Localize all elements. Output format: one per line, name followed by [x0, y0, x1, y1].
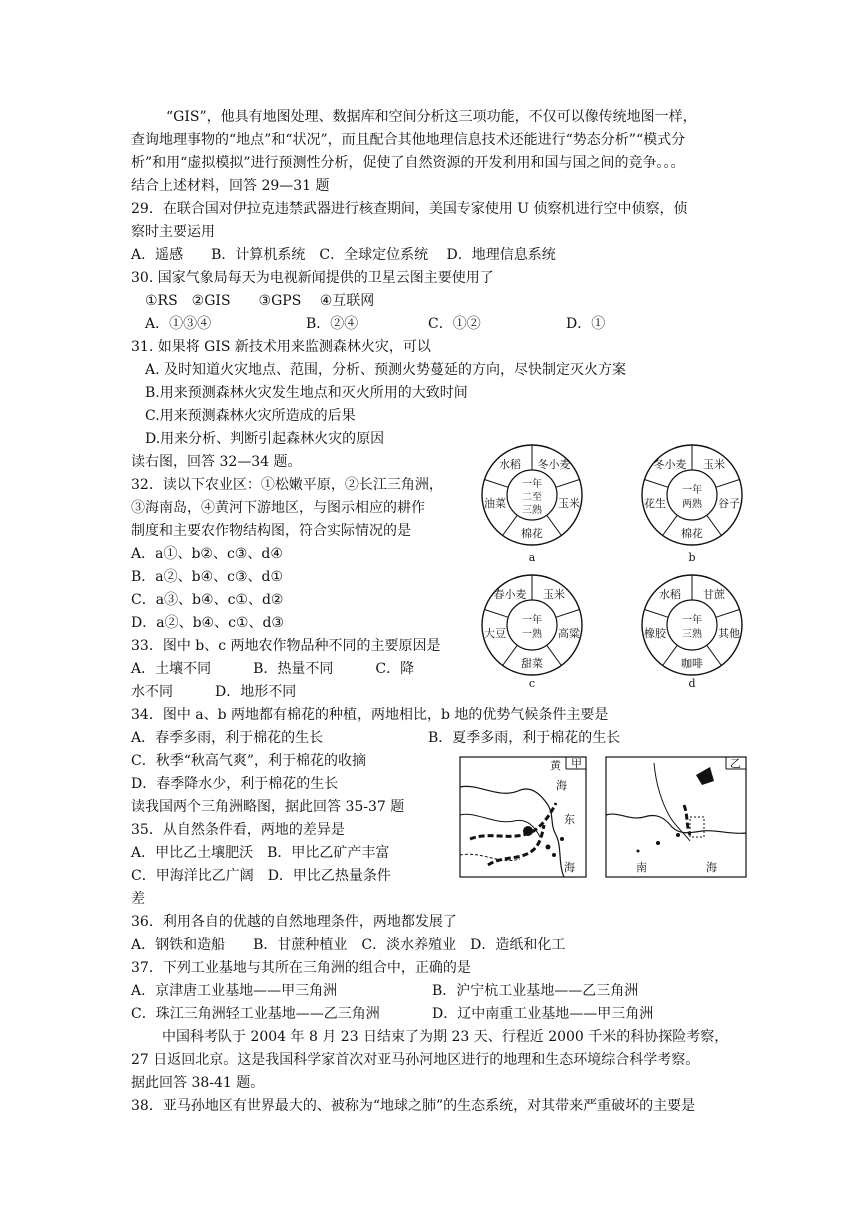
- q34-option-d: D．春季降水少，利于棉花的生长: [131, 776, 339, 792]
- intro-line-3: 析”和用“虚拟模拟”进行预测性分析，促使了自然资源的开发利用和国与国之间的竞争。。。: [131, 155, 685, 171]
- q32-option-a: A．a①、b②、c③、d④: [131, 546, 283, 562]
- q29-stem-2: 察时主要运用: [131, 224, 215, 240]
- q32-option-b: B．a②、b④、c③、d①: [131, 569, 284, 585]
- map-yi-nan: 南: [636, 861, 647, 874]
- wheel-a-center-2: 二至: [522, 492, 542, 503]
- wheel-d-label: d: [688, 677, 696, 690]
- q30-stem: 30. 国家气象局每天为电视新闻提供的卫星云图主要使用了: [131, 270, 494, 286]
- q33-stem: 33．图中 b、c 两地农作物品种不同的主要原因是: [131, 638, 441, 654]
- q35-option-cd: C．甲海洋比乙广阔 D．甲比乙热量条件: [131, 868, 391, 884]
- map-jia-hai-2: 海: [564, 861, 575, 874]
- q34-option-a: A．春季多雨，利于棉花的生长: [131, 730, 324, 746]
- q30-option-c: C．①②: [428, 316, 481, 332]
- para2-line-3: 据此回答 38-41 题。: [131, 1075, 265, 1091]
- wheel-a-center-1: 一年: [522, 479, 542, 490]
- wheel-a-label: a: [528, 551, 536, 564]
- map-yi: [606, 757, 746, 877]
- q32-option-c: C．a③、b④、c①、d②: [131, 592, 284, 608]
- map-yi-label: 乙: [730, 757, 741, 770]
- wheel-c: [482, 575, 582, 690]
- wheel-d-center-2: 三熟: [682, 629, 702, 640]
- q32-stem-1: 32．读以下农业区：①松嫩平原，②长江三角洲，: [131, 477, 443, 493]
- wheel-b-left: 花生: [644, 497, 666, 510]
- read-instruction-2: 读我国两个三角洲略图，据此回答 35-37 题: [131, 799, 405, 815]
- wheel-d-left: 橡胶: [644, 627, 666, 640]
- q37-option-b: B．沪宁杭工业基地——乙三角洲: [432, 983, 639, 999]
- wheel-a-left: 油菜: [484, 497, 506, 510]
- q37-option-c: C．珠江三角洲轻工业基地——乙三角洲: [131, 1006, 380, 1022]
- wheel-c-left: 大豆: [484, 627, 506, 640]
- q31-stem: 31. 如果将 GIS 新技术用来监测森林火灾，可以: [131, 339, 431, 355]
- q29-stem-1: 29．在联合国对伊拉克违禁武器进行核查期间，美国专家使用 U 侦察机进行空中侦察，侦: [131, 201, 688, 217]
- q35-option-ab: A．甲比乙土壤肥沃 B．甲比乙矿产丰富: [131, 845, 390, 861]
- q34-stem: 34．图中 a、b 两地都有棉花的种植，两地相比，b 地的优势气候条件主要是: [131, 707, 609, 723]
- map-jia-label: 甲: [571, 757, 582, 770]
- wheel-c-center-1: 一年: [522, 615, 542, 626]
- intro-line-2: 查询地理事物的“地点”和“状况”，而且配合其他地理信息技术还能进行“势态分析”“模式分: [131, 132, 686, 148]
- wheel-d: [642, 575, 742, 690]
- map-jia-hai: 海: [556, 779, 567, 792]
- q37-stem: 37．下列工业基地与其所在三角洲的组合中，正确的是: [131, 960, 471, 976]
- q37-option-a: A．京津唐工业基地——甲三角洲: [131, 983, 338, 999]
- delta-maps-figure: [458, 755, 748, 885]
- wheel-a-top-left: 水稻: [499, 458, 521, 471]
- q33-options-1: A．土壤不同 B．热量不同 C．降: [131, 661, 415, 677]
- wheel-b-top-right: 玉米: [703, 458, 725, 471]
- wheel-a-center-3: 三熟: [522, 505, 542, 516]
- crop-wheel-figure: [470, 440, 750, 690]
- wheel-c-top-right: 玉米: [543, 588, 565, 601]
- q30-option-b: B．②④: [306, 316, 359, 332]
- q34-option-b: B．夏季多雨，利于棉花的生长: [428, 730, 621, 746]
- map-jia: [460, 757, 586, 877]
- wheel-b-label: b: [688, 551, 696, 564]
- q37-option-d: D．辽中南重工业基地——甲三角洲: [432, 1006, 654, 1022]
- wheel-c-label: c: [528, 677, 536, 690]
- q36-stem: 36．利用各自的优越的自然地理条件，两地都发展了: [131, 914, 457, 930]
- map-yi-hai: 海: [706, 861, 717, 874]
- wheel-d-top-right: 甘蔗: [703, 588, 725, 601]
- map-jia-dong: 东: [564, 813, 575, 826]
- q38-stem: 38．亚马孙地区有世界最大的、被称为“地球之肺”的生态系统，对其带来严重破坏的主要是: [131, 1098, 696, 1114]
- q32-stem-2: ③海南岛，④黄河下游地区，与图示相应的耕作: [131, 500, 425, 516]
- q35-stem: 35．从自然条件看，两地的差异是: [131, 822, 345, 838]
- q31-option-b: B.用来预测森林火灾发生地点和灭火所用的大致时间: [145, 385, 468, 401]
- wheel-d-center-1: 一年: [682, 615, 702, 626]
- wheel-c-bottom: 甜菜: [521, 657, 543, 670]
- para2-line-1: 中国科考队于 2004 年 8 月 23 日结束了为期 23 天、行程近 2000 千米的科协探险考察，: [162, 1029, 729, 1045]
- wheel-b-bottom: 棉花: [681, 527, 703, 540]
- q33-options-2: 水不同 D．地形不同: [131, 684, 297, 700]
- wheel-a-bottom: 棉花: [521, 527, 543, 540]
- wheel-c-top-left: 春小麦: [493, 588, 527, 601]
- wheel-b-center-2: 两熟: [682, 499, 702, 510]
- q30-option-a: A．①③④: [145, 316, 212, 332]
- read-instruction-1: 读右图，回答 32—34 题。: [131, 454, 302, 470]
- wheel-d-top-left: 水稻: [659, 588, 681, 601]
- wheel-d-right: 其他: [718, 627, 740, 640]
- wheel-b-top-left: 冬小麦: [653, 458, 687, 471]
- q29-options: A．遥感 B．计算机系统 C．全球定位系统 D．地理信息系统: [131, 247, 556, 263]
- q36-options: A．钢铁和造船 B．甘蔗种植业 C．淡水养殖业 D．造纸和化工: [131, 937, 566, 953]
- wheel-c-center-2: 一熟: [522, 629, 542, 640]
- q31-option-c: C.用来预测森林火灾所造成的后果: [145, 408, 356, 424]
- wheel-b-center-1: 一年: [682, 485, 702, 496]
- wheel-b-right: 谷子: [718, 497, 740, 510]
- q35-option-cd-2: 差: [131, 891, 145, 907]
- para2-line-2: 27 日返回北京。这是我国科学家首次对亚马孙河地区进行的地理和生态环境综合科学考察。: [131, 1052, 700, 1068]
- q34-option-c: C．秋季“秋高气爽”，利于棉花的收摘: [131, 753, 367, 769]
- wheel-d-bottom: 咖啡: [681, 657, 703, 670]
- q30-items: ①RS ②GIS ③GPS ④互联网: [145, 293, 375, 309]
- q30-option-d: D．①: [566, 316, 606, 332]
- wheel-a-top-right: 冬小麦: [537, 458, 571, 471]
- intro-line-4: 结合上述材料，回答 29—31 题: [131, 178, 330, 194]
- map-jia-huang: 黄: [550, 759, 561, 772]
- q32-option-d: D．a②、b④、c①、d③: [131, 615, 284, 631]
- q31-option-a: A. 及时知道火灾地点、范围，分析、预测火势蔓延的方向，尽快制定灭火方案: [145, 362, 627, 378]
- q32-stem-3: 制度和主要农作物结构图，符合实际情况的是: [131, 523, 411, 539]
- wheel-b: [642, 445, 742, 564]
- q31-option-d: D.用来分析、判断引起森林火灾的原因: [145, 431, 385, 447]
- wheel-c-right: 高粱: [558, 627, 580, 640]
- wheel-a-right: 玉米: [558, 497, 580, 510]
- wheel-a: [482, 445, 582, 564]
- intro-line-1: “GIS”，他具有地图处理、数据库和空间分析这三项功能，不仅可以像传统地图一样，: [166, 109, 697, 125]
